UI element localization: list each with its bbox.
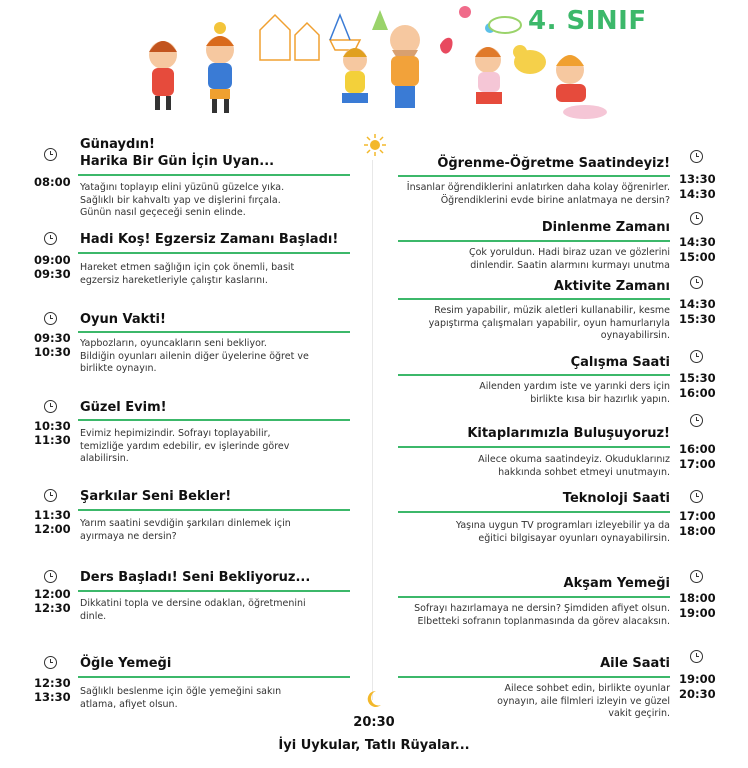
desc-line: hakkında sohbet etmeyi unutmayın. (498, 466, 670, 478)
block-title: Aktivite Zamanı (553, 279, 670, 294)
clock-icon (44, 656, 57, 669)
moon-icon (362, 688, 384, 710)
green-divider (78, 174, 350, 176)
desc-line: Elbetteki sofranın toplanmasında da görev alacaksın. (417, 615, 670, 627)
desc-line: atlama, afiyet olsun. (80, 698, 178, 710)
green-divider (398, 374, 670, 376)
start-time: 17:00 (679, 509, 716, 523)
desc-line: vakit geçirin. (608, 708, 670, 719)
end-time: 10:30 (34, 345, 71, 359)
block-description (80, 598, 350, 623)
desc-line: Resim yapabilir, müzik aletleri kullanabilir, kesme (434, 305, 670, 316)
desc-line: Sağlıklı bir kahvaltı yap ve dişlerini fırçala. (80, 194, 281, 206)
desc-line: Ailenden yardım iste ve yarınki ders için (479, 381, 670, 392)
desc-line: yapıştırma çalışmaları yapabilir, oyun hamurlarıyla (428, 317, 670, 329)
block-title: Dinlenme Zamanı (541, 220, 670, 235)
block-description (398, 454, 670, 479)
end-time: 15:30 (679, 312, 716, 326)
green-divider (78, 252, 350, 254)
end-time: 16:00 (679, 386, 716, 400)
block-description (80, 518, 350, 543)
block-description (398, 381, 670, 406)
green-divider (398, 511, 670, 513)
start-time: 12:00 (34, 587, 71, 601)
block-title: Şarkılar Seni Bekler! (80, 489, 232, 504)
green-divider (78, 331, 350, 333)
block-description (80, 428, 350, 466)
desc-line: temizliğe yardım edebilir, ev işlerinde görev (80, 440, 290, 452)
block-title: Akşam Yemeği (563, 576, 670, 591)
night-time: 20:30 (353, 715, 395, 730)
good-night-text: İyi Uykular, Tatlı Rüyalar... (278, 738, 470, 753)
block-title: Günaydın! (80, 137, 155, 152)
clock-icon (690, 570, 703, 583)
start-time: 11:30 (34, 508, 71, 522)
green-divider (78, 676, 350, 678)
start-time: 08:00 (34, 175, 71, 189)
block-description (398, 247, 670, 272)
clock-icon (44, 312, 57, 325)
clock-icon (44, 232, 57, 245)
desc-line: egzersiz hareketleriyle çalıştır kaslarını. (80, 274, 268, 286)
block-description (398, 182, 670, 207)
desc-line: İnsanlar öğrendiklerini anlatırken daha kolay öğrenirler. (406, 182, 670, 193)
end-time: 14:30 (679, 187, 716, 201)
block-description (398, 520, 670, 545)
start-time: 16:00 (679, 442, 716, 456)
clock-icon (44, 148, 57, 161)
clock-icon (690, 150, 703, 163)
start-time: 15:30 (679, 371, 716, 385)
desc-line: Evimiz hepimizindir. Sofrayı toplayabilir, (80, 428, 271, 439)
green-divider (398, 298, 670, 300)
block-title: Hadi Koş! Egzersiz Zamanı Başladı! (80, 232, 339, 247)
end-time: 12:00 (34, 522, 71, 536)
green-divider (398, 240, 670, 242)
block-description (80, 182, 350, 220)
desc-line: oynayabilirsin. (600, 330, 670, 341)
desc-line: Yapbozların, oyuncakların seni bekliyor. (80, 338, 267, 349)
start-time: 13:30 (679, 172, 716, 186)
block-description (80, 338, 350, 376)
desc-line: dinle. (80, 610, 107, 622)
end-time: 11:30 (34, 433, 71, 447)
block-title: Güzel Evim! (80, 400, 167, 415)
block-description (398, 305, 670, 343)
desc-line: birlikte kısa bir hazırlık yapın. (530, 393, 670, 405)
start-time: 10:30 (34, 419, 71, 433)
block-title: Teknoloji Saati (562, 491, 670, 506)
block-description (80, 686, 350, 711)
clock-icon (690, 650, 703, 663)
green-divider (78, 590, 350, 592)
desc-line: birlikte oynayın. (80, 363, 157, 374)
clock-icon (690, 490, 703, 503)
start-time: 12:30 (34, 676, 71, 690)
end-time: 09:30 (34, 267, 71, 281)
end-time: 18:00 (679, 524, 716, 538)
block-subtitle: Harika Bir Gün İçin Uyan... (80, 154, 275, 169)
green-divider (398, 676, 670, 678)
desc-line: Günün nasıl geçeceği senin elinde. (80, 207, 246, 218)
green-divider (398, 175, 670, 177)
block-title: Çalışma Saati (570, 355, 670, 370)
desc-line: ayırmaya ne dersin? (80, 530, 177, 542)
start-time: 09:00 (34, 253, 71, 267)
end-time: 17:00 (679, 457, 716, 471)
desc-line: Çok yoruldun. Hadi biraz uzan ve gözlerini (468, 247, 670, 258)
start-time: 19:00 (679, 672, 716, 686)
clock-icon (690, 212, 703, 225)
desc-line: Yatağını toplayıp elini yüzünü güzelce yıka. (80, 182, 285, 193)
clock-icon (44, 570, 57, 583)
desc-line: Bildiğin oyunları ailenin diğer üyelerine öğret ve (80, 350, 309, 362)
desc-line: Sağlıklı beslenme için öğle yemeğini sakın (80, 686, 282, 697)
end-time: 13:30 (34, 690, 71, 704)
header-illustration (0, 0, 748, 130)
desc-line: Ailece okuma saatindeyiz. Okuduklarınız (478, 454, 670, 465)
clock-icon (44, 400, 57, 413)
desc-line: Öğrendiklerini evde birine anlatmaya ne dersin? (440, 194, 670, 206)
end-time: 19:00 (679, 606, 716, 620)
clock-icon (690, 414, 703, 427)
start-time: 14:30 (679, 297, 716, 311)
block-title: Öğrenme-Öğretme Saatindeyiz! (437, 156, 670, 171)
desc-line: dinlendir. Saatin alarmını kurmayı unutma (470, 259, 670, 271)
desc-line: Yaşına uygun TV programları izleyebilir ya da (455, 520, 670, 531)
block-description (80, 262, 350, 287)
desc-line: Hareket etmen sağlığın için çok önemli, basit (80, 262, 295, 273)
center-divider (372, 160, 373, 700)
block-title: Ders Başladı! Seni Bekliyoruz... (80, 570, 311, 585)
clock-icon (44, 489, 57, 502)
start-time: 09:30 (34, 331, 71, 345)
start-time: 14:30 (679, 235, 716, 249)
green-divider (78, 509, 350, 511)
sun-icon (364, 134, 386, 156)
grade-title: 4. SINIF (528, 6, 647, 36)
green-divider (78, 419, 350, 421)
desc-line: eğitici bilgisayar oyunları oynayabilirsin. (478, 532, 670, 544)
start-time: 18:00 (679, 591, 716, 605)
clock-icon (690, 350, 703, 363)
block-description (398, 603, 670, 628)
desc-line: alabilirsin. (80, 453, 129, 464)
desc-line: oynayın, aile filmleri izleyin ve güzel (497, 695, 670, 707)
end-time: 15:00 (679, 250, 716, 264)
block-title: Oyun Vakti! (80, 312, 166, 327)
green-divider (398, 446, 670, 448)
block-title: Kitaplarımızla Buluşuyoruz! (467, 426, 670, 441)
desc-line: Yarım saatini sevdiğin şarkıları dinlemek için (80, 518, 291, 529)
clock-icon (690, 276, 703, 289)
block-title: Aile Saati (600, 656, 670, 671)
block-title: Öğle Yemeği (80, 656, 172, 671)
desc-line: Ailece sohbet edin, birlikte oyunlar (504, 683, 670, 694)
desc-line: Sofrayı hazırlamaya ne dersin? Şimdiden afiyet olsun. (414, 603, 670, 614)
desc-line: Dikkatini topla ve dersine odaklan, öğretmenini (80, 598, 306, 609)
end-time: 20:30 (679, 687, 716, 701)
green-divider (398, 596, 670, 598)
end-time: 12:30 (34, 601, 71, 615)
